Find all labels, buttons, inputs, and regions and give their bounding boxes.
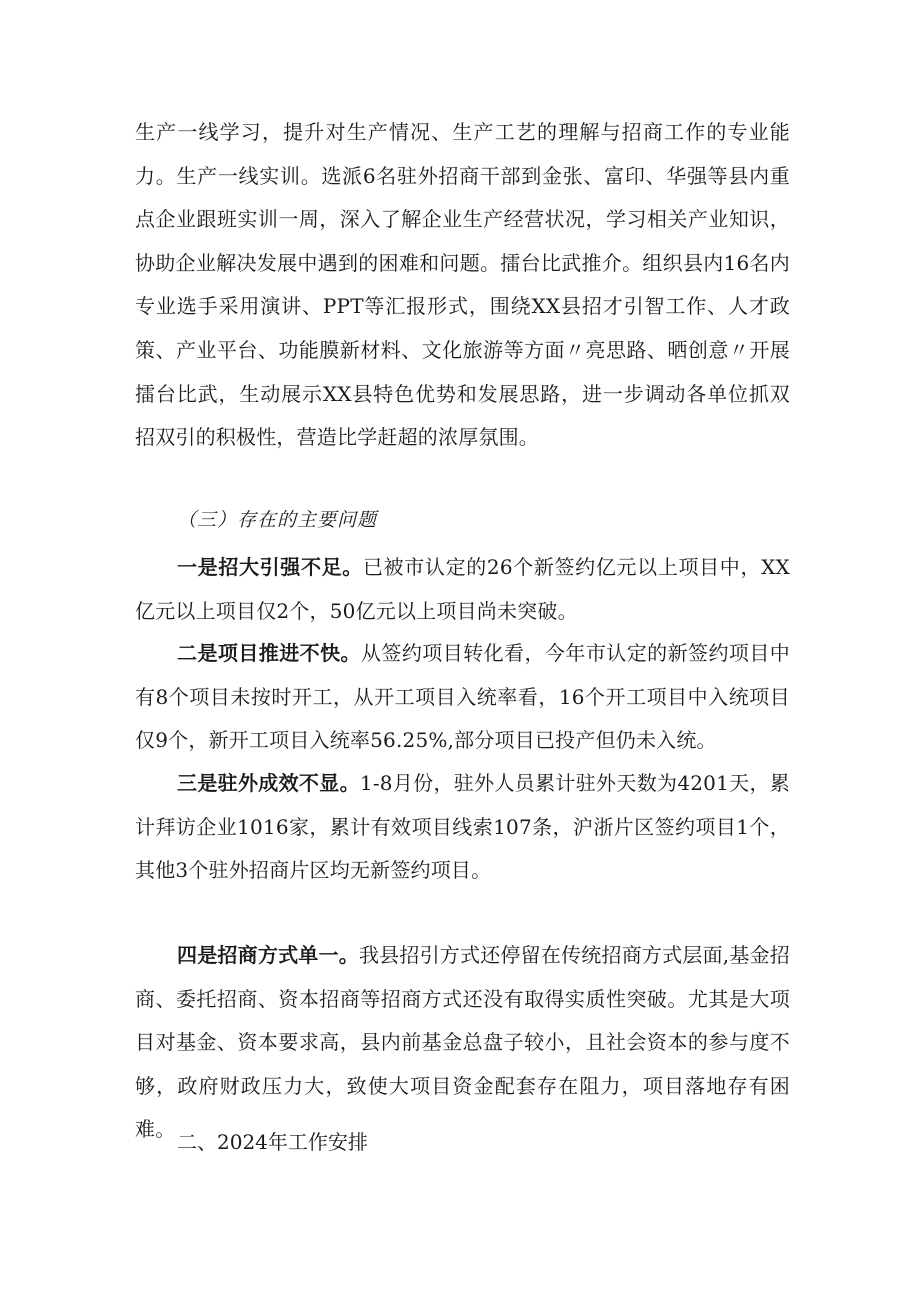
- problem-lead-3: 三是驻外成效不显。: [177, 771, 360, 795]
- problem-lead-4: 四是招商方式单一。: [177, 943, 359, 967]
- problem-paragraph-2: [135, 632, 790, 763]
- problem-text-4: 我县招引方式还停留在传统招商方式层面,基金招商、委托招商、资本招商等招商方式还没有取得实质性突破。尤其是大项目对基金、资本要求高，县内前基金总盘子较小，且社会资本的参与度不够，政府财政压力大，致使大项目资金配套存在阻力，项目落地存有困难。: [135, 943, 790, 1142]
- problem-paragraph-4: [135, 934, 790, 1152]
- problem-text-2: 从签约项目转化看，今年市认定的新签约项目中有8个项目未按时开工，从开工项目入统率看，16个开工项目中入统项目仅9个，新开工项目入统率56.25%,部分项目已投产但仍未入统。: [135, 641, 790, 753]
- section-heading: 二、2024年工作安排: [177, 1130, 368, 1154]
- problem-text-3: 1-8月份，驻外人员累计驻外天数为4201天，累计拜访企业1016家，累计有效项目线索107条，沪浙片区签约项目1个，其他3个驻外招商片区均无新签约项目。: [135, 771, 790, 883]
- subsection-heading: （三）存在的主要问题: [177, 509, 378, 531]
- problem-paragraph-3: [135, 762, 790, 893]
- problem-lead-2: 二是项目推进不快。: [177, 641, 361, 665]
- intro-paragraph: 生产一线学习，提升对生产情况、生产工艺的理解与招商工作的专业能力。生产一线实训。选派6名驻外招商干部到金张、富印、华强等县内重点企业跟班实训一周，深入了解企业生产经营状况，学习相关产业知识，协助企业解决发展中遇到的困难和问题。擂台比武推介。组织县内16名内专业选手采用演讲、PPT等汇报形式，围绕XX县招才引智工作、人才政策、产业平台、功能膜新材料、文化旅游等方面〃亮思路、晒创意〃开展擂台比武，生动展示XX县特色优势和发展思路，进一步调动各单位抓双招双引的积极性，营造比学赶超的浓厚氛围。: [135, 120, 790, 450]
- problem-lead-1: 一是招大引强不足。: [177, 555, 363, 579]
- problem-paragraph-1: [135, 546, 790, 633]
- problem-text-1: 已被市认定的26个新签约亿元以上项目中，XX亿元以上项目仅2个，50亿元以上项目尚未突破。: [135, 555, 790, 623]
